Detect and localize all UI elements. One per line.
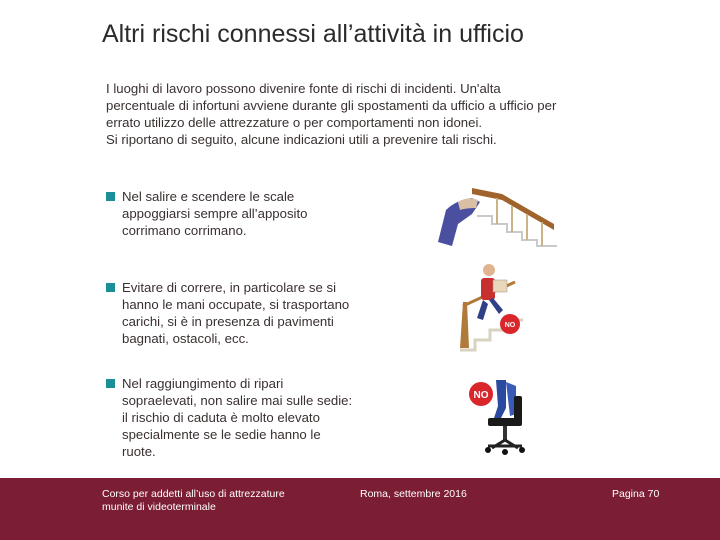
- bullet-line: il rischio di caduta è molto elevato: [122, 410, 320, 425]
- bullet-line: hanno le mani occupate, si trasportano: [122, 297, 350, 312]
- bullet-chairs: [106, 375, 381, 460]
- running-on-stairs-icon: [455, 262, 530, 354]
- bullet-line: corrimano corrimano.: [122, 223, 247, 238]
- intro-line: percentuale di infortuni avviene durante gli spostamenti da ufficio a ufficio per: [106, 98, 557, 113]
- footer-date: Roma, settembre 2016: [360, 488, 467, 500]
- bullet-line: carichi, si è in presenza di pavimenti: [122, 314, 334, 329]
- no-badge-large: NO: [473, 390, 489, 401]
- no-badge-small: NO: [504, 322, 516, 329]
- bullet-marker: [106, 192, 115, 201]
- footer-course: [102, 488, 322, 514]
- bullet-line: specialmente se le sedie hanno le: [122, 427, 321, 442]
- bullet-marker: [106, 379, 115, 388]
- bullet-line: bagnati, ostacoli, ecc.: [122, 331, 249, 346]
- bullet-stairs: [106, 188, 381, 239]
- bullet-line: Evitare di correre, in particolare se si: [122, 280, 337, 295]
- intro-paragraph: [106, 80, 596, 148]
- intro-line: Si riportano di seguito, alcune indicazioni utili a prevenire tali rischi.: [106, 132, 497, 147]
- bullet-line: appoggiarsi sempre all’apposito: [122, 206, 308, 221]
- bullet-line: sopraelevati, non salire mai sulle sedie:: [122, 393, 353, 408]
- page-title: Altri rischi connessi all’attività in ufficio: [102, 20, 524, 48]
- footer-page-number: Pagina 70: [612, 488, 660, 500]
- bullet-line: Nel raggiungimento di ripari: [122, 376, 284, 391]
- bullet-marker: [106, 283, 115, 292]
- bullet-running: [106, 279, 381, 347]
- footer-course-line: munite di videoterminale: [102, 501, 216, 513]
- chair-climb-icon: [466, 374, 536, 458]
- stair-handrail-icon: [432, 180, 572, 250]
- intro-line: errato utilizzo delle attrezzature o per comportamenti non idonei.: [106, 115, 483, 130]
- intro-line: I luoghi di lavoro possono divenire fonte di rischi di incidenti. Un'alta: [106, 81, 501, 96]
- bullet-line: ruote.: [122, 444, 156, 459]
- bullet-line: Nel salire e scendere le scale: [122, 189, 295, 204]
- footer-course-line: Corso per addetti all’uso di attrezzature: [102, 488, 285, 500]
